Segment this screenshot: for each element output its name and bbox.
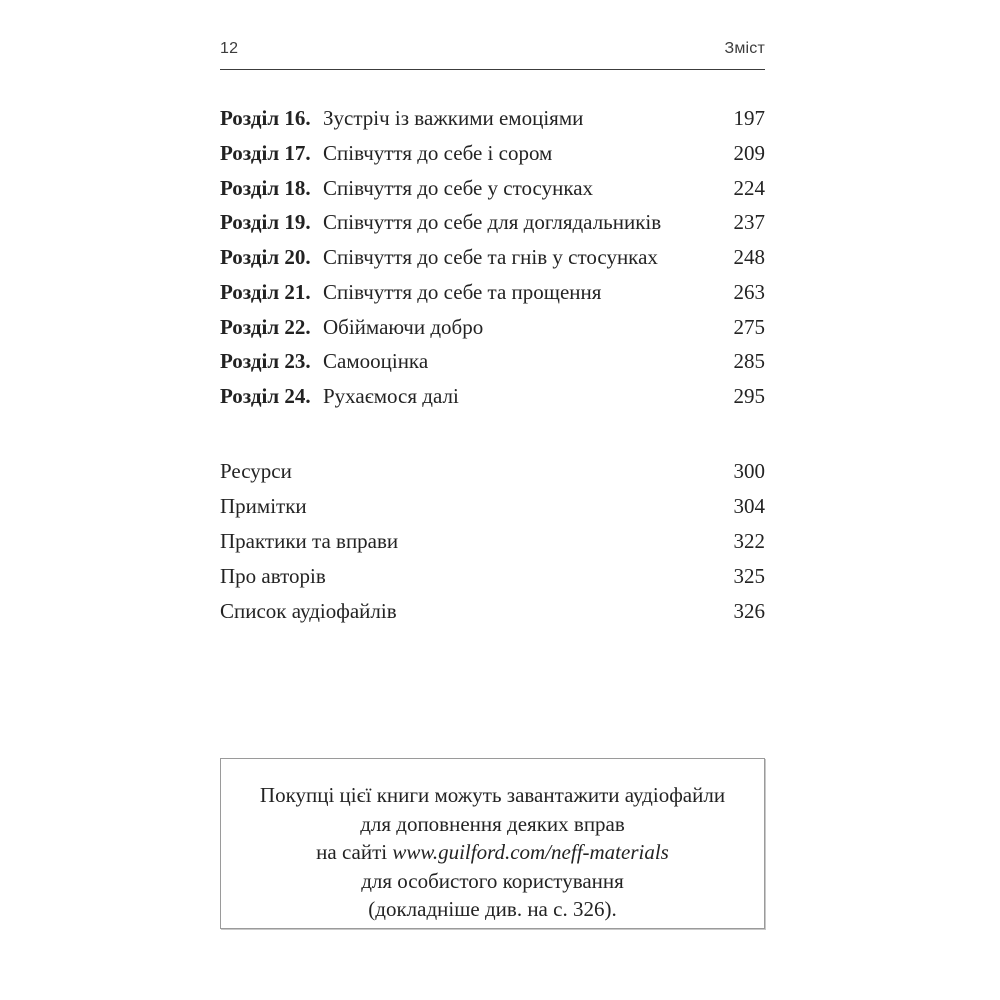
note-url-prefix: на сайті bbox=[316, 840, 393, 864]
chapter-label: Розділ 22. bbox=[220, 314, 311, 339]
toc-row bbox=[220, 245, 765, 280]
chapter-title: Обіймаючи добро bbox=[323, 314, 484, 339]
backmatter-title: Про авторів bbox=[220, 564, 326, 588]
toc-row bbox=[220, 210, 765, 245]
chapter-page-number: 237 bbox=[733, 210, 765, 235]
chapter-page-number: 224 bbox=[733, 175, 765, 200]
audio-download-note-box bbox=[220, 758, 765, 929]
chapter-title: Співчуття до себе та прощення bbox=[323, 279, 602, 304]
backmatter-title: Практики та вправи bbox=[220, 529, 399, 553]
chapter-title: Самооцінка bbox=[323, 349, 429, 374]
toc-row bbox=[220, 494, 765, 529]
chapter-label: Розділ 21. bbox=[220, 279, 311, 304]
toc-row bbox=[220, 280, 765, 315]
toc-row bbox=[220, 315, 765, 350]
backmatter-title: Список аудіофайлів bbox=[220, 599, 397, 623]
chapter-page-number: 209 bbox=[733, 140, 765, 165]
toc-chapter-list bbox=[220, 106, 765, 419]
toc-row bbox=[220, 141, 765, 176]
note-line: для особистого користування bbox=[361, 868, 624, 893]
backmatter-title: Примітки bbox=[220, 494, 307, 518]
chapter-title: Рухаємося далі bbox=[323, 384, 459, 408]
chapter-page-number: 248 bbox=[733, 245, 765, 269]
chapter-page-number: 263 bbox=[733, 279, 765, 304]
toc-row bbox=[220, 349, 765, 384]
chapter-title: Співчуття до себе і сором bbox=[323, 140, 553, 165]
toc-row bbox=[220, 176, 765, 211]
chapter-page-number: 197 bbox=[733, 106, 765, 130]
chapter-label: Розділ 17. bbox=[220, 140, 311, 165]
toc-row bbox=[220, 459, 765, 494]
chapter-label: Розділ 19. bbox=[220, 210, 311, 235]
chapter-title: Зустріч із важкими емоціями bbox=[323, 106, 584, 130]
section-title: Зміст bbox=[724, 40, 765, 57]
chapter-label: Розділ 23. bbox=[220, 349, 311, 374]
chapter-page-number: 285 bbox=[733, 349, 765, 374]
toc-row bbox=[220, 529, 765, 564]
page-number: 12 bbox=[220, 40, 239, 57]
note-url: www.guilford.com/neff-materials bbox=[392, 840, 669, 864]
chapter-label: Розділ 20. bbox=[220, 245, 311, 269]
backmatter-page-number: 300 bbox=[733, 459, 765, 483]
chapter-title: Співчуття до себе та гнів у стосунках bbox=[323, 245, 658, 269]
toc-row bbox=[220, 384, 765, 419]
toc-row bbox=[220, 564, 765, 599]
chapter-label: Розділ 24. bbox=[220, 384, 311, 408]
chapter-label: Розділ 18. bbox=[220, 175, 311, 200]
note-line: Покупці цієї книги можуть завантажити аудіофайли bbox=[259, 783, 726, 807]
chapter-title: Співчуття до себе у стосунках bbox=[323, 175, 594, 200]
toc-backmatter-list bbox=[220, 459, 765, 634]
running-head bbox=[220, 40, 765, 70]
backmatter-title: Ресурси bbox=[220, 459, 292, 483]
chapter-page-number: 275 bbox=[733, 314, 765, 339]
note-line: (докладніше див. на с. 326). bbox=[368, 897, 617, 921]
backmatter-page-number: 325 bbox=[733, 564, 765, 588]
backmatter-page-number: 322 bbox=[733, 529, 765, 553]
backmatter-page-number: 304 bbox=[733, 494, 765, 518]
backmatter-page-number: 326 bbox=[733, 599, 765, 623]
note-line bbox=[221, 838, 764, 867]
toc-row bbox=[220, 106, 765, 141]
chapter-page-number: 295 bbox=[733, 384, 765, 408]
chapter-label: Розділ 16. bbox=[220, 106, 311, 130]
chapter-title: Співчуття до себе для доглядальників bbox=[323, 210, 662, 235]
note-line: для доповнення деяких вправ bbox=[360, 811, 625, 836]
toc-row bbox=[220, 599, 765, 634]
